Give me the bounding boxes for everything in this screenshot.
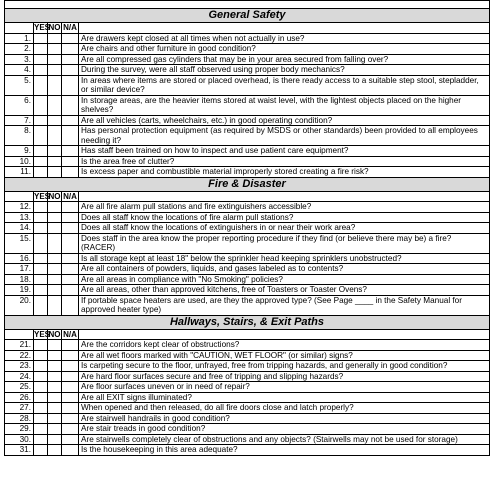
section-title-row <box>5 315 490 329</box>
checklist-row <box>5 371 490 382</box>
na-checkbox-cell[interactable] <box>62 392 79 403</box>
item-number: 10. <box>5 156 34 167</box>
item-number: 15. <box>5 233 34 253</box>
item-number: 5. <box>5 75 34 95</box>
no-checkbox-cell[interactable] <box>48 233 62 253</box>
yes-checkbox-cell[interactable] <box>34 350 48 361</box>
na-checkbox-cell[interactable] <box>62 340 79 351</box>
item-number: 8. <box>5 126 34 146</box>
question-text: In storage areas, are the heavier items stored at waist level, with the lightest objects placed on the higher shelves? <box>79 95 490 115</box>
checklist-row <box>5 44 490 55</box>
section-title: Fire & Disaster <box>5 177 490 191</box>
yes-checkbox-cell[interactable] <box>34 434 48 445</box>
checklist-row <box>5 295 490 315</box>
item-number: 3. <box>5 54 34 65</box>
no-checkbox-cell[interactable] <box>48 167 62 178</box>
no-checkbox-cell[interactable] <box>48 115 62 126</box>
item-number: 26. <box>5 392 34 403</box>
na-checkbox-cell[interactable] <box>62 167 79 178</box>
checklist-row <box>5 253 490 264</box>
question-text: Has staff been trained on how to inspect and use patient care equipment? <box>79 146 490 157</box>
na-checkbox-cell[interactable] <box>62 146 79 157</box>
na-checkbox-cell[interactable] <box>62 75 79 95</box>
item-number: 21. <box>5 340 34 351</box>
top-border-row <box>5 1 490 9</box>
item-number: 14. <box>5 223 34 234</box>
checklist-row <box>5 115 490 126</box>
yes-checkbox-cell[interactable] <box>34 126 48 146</box>
yes-checkbox-cell[interactable] <box>34 54 48 65</box>
header-no: NO <box>48 191 61 201</box>
item-number: 17. <box>5 264 34 275</box>
question-text: If portable space heaters are used, are they the approved type? (See Page ____ in the Safety Manual for approved heater type) <box>79 295 490 315</box>
item-number: 25. <box>5 382 34 393</box>
item-number: 19. <box>5 285 34 296</box>
na-checkbox-cell[interactable] <box>62 95 79 115</box>
na-checkbox-cell[interactable] <box>62 264 79 275</box>
checklist-row <box>5 146 490 157</box>
na-checkbox-cell[interactable] <box>62 361 79 372</box>
yes-checkbox-cell[interactable] <box>34 167 48 178</box>
checklist-row <box>5 33 490 44</box>
na-checkbox-cell[interactable] <box>62 371 79 382</box>
question-text: Are floor surfaces uneven or in need of repair? <box>79 382 490 393</box>
no-checkbox-cell[interactable] <box>48 202 62 213</box>
na-checkbox-cell[interactable] <box>62 33 79 44</box>
item-number: 6. <box>5 95 34 115</box>
na-checkbox-cell[interactable] <box>62 202 79 213</box>
no-checkbox-cell[interactable] <box>48 223 62 234</box>
checklist-row <box>5 274 490 285</box>
no-checkbox-cell[interactable] <box>48 44 62 55</box>
question-text: Are hard floor surfaces secure and free of tripping and slipping hazards? <box>79 371 490 382</box>
yes-checkbox-cell[interactable] <box>34 75 48 95</box>
yes-checkbox-cell[interactable] <box>34 95 48 115</box>
na-checkbox-cell[interactable] <box>62 44 79 55</box>
yes-checkbox-cell[interactable] <box>34 253 48 264</box>
header-blank-cell <box>5 329 34 340</box>
yes-checkbox-cell[interactable] <box>34 403 48 414</box>
header-na: N/A <box>63 329 77 339</box>
question-text: Has personal protection equipment (as required by MSDS or other standards) been provided to all employees needing it? <box>79 126 490 146</box>
header-yes: YES <box>34 23 51 32</box>
question-text: Are the corridors kept clear of obstructions? <box>79 340 490 351</box>
header-question-cell <box>79 191 490 202</box>
no-checkbox-cell[interactable] <box>48 434 62 445</box>
question-text: Are all compressed gas cylinders that may be in your area secured from falling over? <box>79 54 490 65</box>
question-text: Are all containers of powders, liquids, and gases labeled as to contents? <box>79 264 490 275</box>
yes-checkbox-cell[interactable] <box>34 361 48 372</box>
yes-checkbox-cell[interactable] <box>34 371 48 382</box>
na-checkbox-cell[interactable] <box>62 445 79 456</box>
question-text: In areas where items are stored or placed overhead, is there ready access to a suitable step stool, stepladder, or similar device? <box>79 75 490 95</box>
na-checkbox-cell[interactable] <box>62 350 79 361</box>
yes-checkbox-cell[interactable] <box>34 115 48 126</box>
item-number: 9. <box>5 146 34 157</box>
header-yes: YES <box>34 191 51 201</box>
no-checkbox-cell[interactable] <box>48 295 62 315</box>
na-checkbox-cell[interactable] <box>62 54 79 65</box>
na-checkbox-cell[interactable] <box>62 253 79 264</box>
checklist-row <box>5 445 490 456</box>
item-number: 7. <box>5 115 34 126</box>
yes-checkbox-cell[interactable] <box>34 264 48 275</box>
yes-checkbox-cell[interactable] <box>34 285 48 296</box>
question-text: Are chairs and other furniture in good condition? <box>79 44 490 55</box>
item-number: 27. <box>5 403 34 414</box>
header-question-cell <box>79 23 490 34</box>
item-number: 2. <box>5 44 34 55</box>
no-checkbox-cell[interactable] <box>48 264 62 275</box>
section-title-row <box>5 9 490 23</box>
checklist-row <box>5 382 490 393</box>
column-header-row <box>5 329 490 340</box>
question-text: Are all EXIT signs illuminated? <box>79 392 490 403</box>
item-number: 24. <box>5 371 34 382</box>
yes-checkbox-cell[interactable] <box>34 424 48 435</box>
yes-checkbox-cell[interactable] <box>34 295 48 315</box>
checklist-row <box>5 233 490 253</box>
item-number: 23. <box>5 361 34 372</box>
item-number: 20. <box>5 295 34 315</box>
item-number: 16. <box>5 253 34 264</box>
no-checkbox-cell[interactable] <box>48 361 62 372</box>
header-yes: YES <box>34 329 51 339</box>
no-checkbox-cell[interactable] <box>48 285 62 296</box>
checklist-row <box>5 212 490 223</box>
question-text: Are stairwells completely clear of obstructions and any objects? (Stairwells may not be used for storage) <box>79 434 490 445</box>
no-checkbox-cell[interactable] <box>48 212 62 223</box>
checklist-row <box>5 167 490 178</box>
na-checkbox-cell[interactable] <box>62 156 79 167</box>
item-number: 11. <box>5 167 34 178</box>
yes-checkbox-cell[interactable] <box>34 33 48 44</box>
checklist-row <box>5 350 490 361</box>
yes-checkbox-cell[interactable] <box>34 202 48 213</box>
no-checkbox-cell[interactable] <box>48 65 62 76</box>
yes-checkbox-cell[interactable] <box>34 233 48 253</box>
na-checkbox-cell[interactable] <box>62 382 79 393</box>
item-number: 31. <box>5 445 34 456</box>
checklist-row <box>5 285 490 296</box>
section-title-row <box>5 177 490 191</box>
question-text: Are all fire alarm pull stations and fire extinguishers accessible? <box>79 202 490 213</box>
section-title: Hallways, Stairs, & Exit Paths <box>5 315 490 329</box>
no-checkbox-cell[interactable] <box>48 156 62 167</box>
question-text: Are drawers kept closed at all times when not actually in use? <box>79 33 490 44</box>
checklist-sheet <box>4 0 490 500</box>
no-checkbox-cell[interactable] <box>48 274 62 285</box>
no-checkbox-cell[interactable] <box>48 126 62 146</box>
checklist-row <box>5 340 490 351</box>
column-header-row <box>5 191 490 202</box>
question-text: When opened and then released, do all fire doors close and latch properly? <box>79 403 490 414</box>
question-text: Does all staff know the locations of extinguishers in or near their work area? <box>79 223 490 234</box>
yes-checkbox-cell[interactable] <box>34 382 48 393</box>
yes-checkbox-cell[interactable] <box>34 223 48 234</box>
na-checkbox-cell[interactable] <box>62 212 79 223</box>
no-checkbox-cell[interactable] <box>48 413 62 424</box>
question-text: Are stair treads in good condition? <box>79 424 490 435</box>
column-header-row <box>5 23 490 34</box>
na-checkbox-cell[interactable] <box>62 126 79 146</box>
checklist-row <box>5 65 490 76</box>
na-checkbox-cell[interactable] <box>62 434 79 445</box>
na-checkbox-cell[interactable] <box>62 233 79 253</box>
checklist-row <box>5 392 490 403</box>
item-number: 28. <box>5 413 34 424</box>
yes-checkbox-cell[interactable] <box>34 413 48 424</box>
checklist-row <box>5 403 490 414</box>
yes-checkbox-cell[interactable] <box>34 340 48 351</box>
safety-checklist-table <box>4 0 490 456</box>
checklist-row <box>5 75 490 95</box>
yes-checkbox-cell[interactable] <box>34 65 48 76</box>
item-number: 1. <box>5 33 34 44</box>
yes-checkbox-cell[interactable] <box>34 274 48 285</box>
question-text: Are all areas in compliance with "No Smoking" policies? <box>79 274 490 285</box>
yes-checkbox-cell[interactable] <box>34 212 48 223</box>
checklist-row <box>5 361 490 372</box>
section-title: General Safety <box>5 9 490 23</box>
yes-checkbox-cell[interactable] <box>34 44 48 55</box>
na-checkbox-cell[interactable] <box>62 274 79 285</box>
no-checkbox-cell[interactable] <box>48 95 62 115</box>
question-text: Does all staff know the locations of fire alarm pull stations? <box>79 212 490 223</box>
no-checkbox-cell[interactable] <box>48 392 62 403</box>
checklist-row <box>5 54 490 65</box>
checklist-row <box>5 126 490 146</box>
no-checkbox-cell[interactable] <box>48 340 62 351</box>
na-checkbox-cell[interactable] <box>62 65 79 76</box>
na-checkbox-cell[interactable] <box>62 403 79 414</box>
na-checkbox-cell[interactable] <box>62 115 79 126</box>
question-text: Is the area free of clutter? <box>79 156 490 167</box>
item-number: 22. <box>5 350 34 361</box>
item-number: 13. <box>5 212 34 223</box>
question-text: Are all wet floors marked with "CAUTION, WET FLOOR" (or similar) signs? <box>79 350 490 361</box>
header-question-cell <box>79 329 490 340</box>
item-number: 30. <box>5 434 34 445</box>
no-checkbox-cell[interactable] <box>48 33 62 44</box>
checklist-row <box>5 413 490 424</box>
question-text: During the survey, were all staff observed using proper body mechanics? <box>79 65 490 76</box>
no-checkbox-cell[interactable] <box>48 350 62 361</box>
checklist-row <box>5 223 490 234</box>
yes-checkbox-cell[interactable] <box>34 392 48 403</box>
yes-checkbox-cell[interactable] <box>34 445 48 456</box>
no-checkbox-cell[interactable] <box>48 75 62 95</box>
na-checkbox-cell[interactable] <box>62 285 79 296</box>
no-checkbox-cell[interactable] <box>48 253 62 264</box>
question-text: Is carpeting secure to the floor, unfrayed, free from tripping hazards, and generally in good condition? <box>79 361 490 372</box>
no-checkbox-cell[interactable] <box>48 424 62 435</box>
header-blank-cell <box>5 191 34 202</box>
question-text: Are all areas, other than approved kitchens, free of Toasters or Toaster Ovens? <box>79 285 490 296</box>
no-checkbox-cell[interactable] <box>48 371 62 382</box>
item-number: 18. <box>5 274 34 285</box>
no-checkbox-cell[interactable] <box>48 445 62 456</box>
question-text: Is excess paper and combustible material improperly stored creating a fire risk? <box>79 167 490 178</box>
item-number: 4. <box>5 65 34 76</box>
na-checkbox-cell[interactable] <box>62 295 79 315</box>
checklist-row <box>5 95 490 115</box>
question-text: Are stairwell handrails in good condition? <box>79 413 490 424</box>
question-text: Is the housekeeping in this area adequate? <box>79 445 490 456</box>
item-number: 12. <box>5 202 34 213</box>
checklist-row <box>5 424 490 435</box>
yes-checkbox-cell[interactable] <box>34 146 48 157</box>
question-text: Does staff in the area know the proper reporting procedure if they find (or believe there may be) a fire? (RACER) <box>79 233 490 253</box>
header-na: N/A <box>63 191 77 201</box>
checklist-row <box>5 434 490 445</box>
question-text: Is all storage kept at least 18" below the sprinkler head keeping sprinklers unobstructed? <box>79 253 490 264</box>
na-checkbox-cell[interactable] <box>62 424 79 435</box>
no-checkbox-cell[interactable] <box>48 403 62 414</box>
no-checkbox-cell[interactable] <box>48 54 62 65</box>
question-text: Are all vehicles (carts, wheelchairs, etc.) in good operating condition? <box>79 115 490 126</box>
top-spacer-cell <box>5 1 490 9</box>
checklist-row <box>5 156 490 167</box>
checklist-row <box>5 202 490 213</box>
header-blank-cell <box>5 23 34 34</box>
header-na: N/A <box>63 23 77 32</box>
checklist-row <box>5 264 490 275</box>
na-checkbox-cell[interactable] <box>62 223 79 234</box>
yes-checkbox-cell[interactable] <box>34 156 48 167</box>
item-number: 29. <box>5 424 34 435</box>
header-no: NO <box>48 23 61 32</box>
no-checkbox-cell[interactable] <box>48 382 62 393</box>
no-checkbox-cell[interactable] <box>48 146 62 157</box>
na-checkbox-cell[interactable] <box>62 413 79 424</box>
header-no: NO <box>48 329 61 339</box>
